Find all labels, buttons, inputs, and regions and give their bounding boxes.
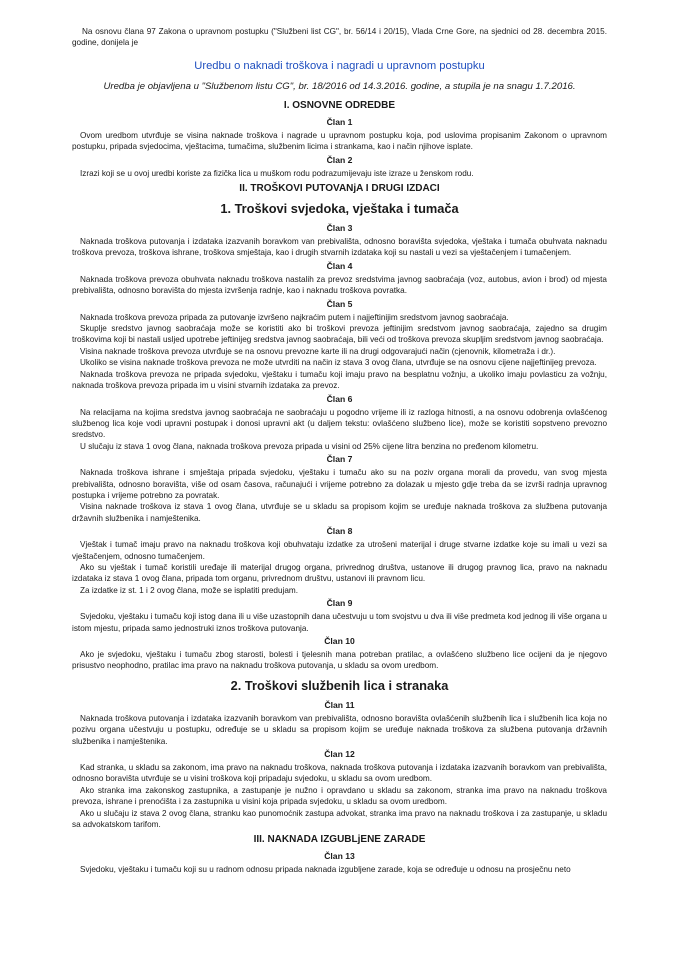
part-2-heading: II. TROŠKOVI PUTOVANjA I DRUGI IZDACI	[239, 183, 440, 195]
article-6-paragraph-1: Na relacijama na kojima sredstva javnog saobraćaja ne saobraćaju u pogodno vrijeme ili iz razloga hitnosti, a na osnovu odobrenja ovlašćenog službenog lica koje vodi upravni postupak i donosi upravni akt (u daljem tekstu: ovlašćeno službeno lice), može se koristiti sopstveno prevozno sredstvo.	[72, 407, 607, 440]
chapter-1-heading: 1. Troškovi svjedoka, vještaka i tumača	[220, 201, 459, 217]
article-13-label: Član 13	[324, 851, 355, 862]
article-4-paragraph-1: Naknada troškova prevoza obuhvata naknadu troškova nastalih za prevoz sredstvima javnog saobraćaja (voz, autobus, avion i brod) od mjesta prebivališta, odnosno boravišta do mjesta izvršenja radnje, kao i naknadu troškova povratka.	[72, 274, 607, 296]
publication-note: Uredba je objavljena u "Službenom listu CG", br. 18/2016 od 14.3.2016. godine, a stupila je na snagu 1.7.2016.	[103, 80, 576, 92]
article-5-paragraph-3: Visina naknade troškova prevoza utvrđuje se na osnovu prevozne karte ili na drugi odgovarajući način (cjenovnik, kilometraža i dr.).	[80, 346, 556, 356]
article-5-label: Član 5	[326, 298, 353, 309]
article-4-label: Član 4	[326, 260, 353, 271]
article-7-label: Član 7	[326, 454, 353, 465]
article-5-paragraph-2: Skuplje sredstvo javnog saobraćaja može se koristiti ako bi troškovi prevoza jeftinijim sredstvom javnog saobraćaja, zajedno sa drugim troškovima koji bi nastali usljed upotrebe jeftinijeg sredstva javnog saobraćaja, bili veći od troškova prevoza skupljim sredstvom javnog saobraćaja.	[72, 324, 607, 345]
article-5-paragraph-5: Naknada troškova prevoza ne pripada svjedoku, vještaku i tumaču koji imaju pravo na besplatnu vožnju, a ukoliko imaju povlasticu za vožnju, naknada troškova prevoza pripada im u visini stvarnih izdataka za prevoz.	[72, 369, 607, 391]
article-3-paragraph-1: Naknada troškova putovanja i izdataka izazvanih boravkom van prebivališta, odnosno boravišta svjedoka, vještaka i tumača obuhvata naknadu troškova prevoza, troškova ishrane, troškova smještaja, kao i drugih stvarnih izdataka koji su nastali u vezi sa vještačenjem i tumačenjem.	[72, 237, 607, 258]
article-6-paragraph-2: U slučaju iz stava 1 ovog člana, naknada troškova prevoza pripada u visini od 25% cijene litra benzina no pređenom kilometru.	[80, 441, 539, 451]
article-1-paragraph-1: Ovom uredbom utvrđuje se visina naknade troškova i nagrade u upravnom postupku koja, pod uslovima propisanim Zakonom o upravnom postupku, pripada svjedocima, vještacima, tumačima, službenim licima i strankama, kao i način njihove isplate.	[72, 130, 607, 152]
article-1-label: Član 1	[326, 116, 353, 127]
part-1-heading: I. OSNOVNE ODREDBE	[283, 99, 396, 111]
article-11-label: Član 11	[324, 699, 355, 710]
article-3-label: Član 3	[326, 223, 353, 234]
article-8-label: Član 8	[326, 526, 353, 537]
article-10-label: Član 10	[324, 636, 355, 646]
article-13-paragraph-1: Svjedoku, vještaku i tumaču koji su u radnom odnosu pripada naknada izgubljene zarade, koja se određuje u odnosu na prosječnu neto	[80, 865, 571, 875]
part-3-heading: III. NAKNADA IZGUBLjENE ZARADE	[253, 834, 426, 846]
intro-paragraph: Na osnovu člana 97 Zakona o upravnom postupku ("Službeni list CG", br. 56/14 i 20/15), Vlada Crne Gore, na sjednici od 28. decembra 2015. godine, donijela je	[72, 27, 607, 48]
article-10-paragraph-1: Ako je svjedoku, vještaku i tumaču zbog starosti, bolesti i tjelesnih mana potreban pratilac, a ovlašćeno službeno lice ocijeni da je njegovo prisustvo neophodno, pratilac ima pravo na naknadu troškova putovanja, u skladu sa ovom uredbom.	[72, 650, 607, 671]
article-8-paragraph-3: Za izdatke iz st. 1 i 2 ovog člana, može se isplatiti predujam.	[80, 585, 298, 595]
article-9-paragraph-1: Svjedoku, vještaku i tumaču koji istog dana ili u više uzastopnih dana učestvuju u tom svojstvu u dva ili više predmeta kod jednog ili više organa u istom mjestu, pripada samo jednostruki iznos troškova putovanja.	[72, 612, 607, 633]
article-12-label: Član 12	[324, 749, 355, 760]
document-title: Uredbu o naknadi troškova i nagradi u upravnom postupku	[194, 59, 485, 72]
article-9-label: Član 9	[326, 598, 353, 609]
article-12-paragraph-1: Kad stranka, u skladu sa zakonom, ima pravo na naknadu troškova, naknada troškova putovanja i izdataka izazvanih boravkom van prebivališta, odnosno boravišta utvrđuje se u visini troškova koji pripadaju svjedoku, u skladu sa ovom uredbom.	[72, 763, 607, 784]
article-8-paragraph-1: Vještak i tumač imaju pravo na naknadu troškova koji obuhvataju izdatke za utrošeni materijal i druge stvarne izdatke koje su imali u vezi sa vještačenjem, odnosno tumačenjem.	[72, 540, 607, 561]
article-11-paragraph-1: Naknada troškova putovanja i izdataka izazvanih boravkom van prebivališta, odnosno boravišta ovlašćenih službenih lica i službenih lica koja no pozivu organa učestvuju u postupku, određuje se u skladu sa propisom kojim se uređuje naknada troškova za službena putovanja državnih službenika i namještenika.	[72, 713, 607, 746]
article-7-paragraph-1: Naknada troškova ishrane i smještaja pripada svjedoku, vještaku i tumaču ako su na poziv organa morali da provedu, van svog mjesta prebivališta, odnosno boravišta, više od osam časova, računajući i vrijeme potrebno za dolazak u mjesto gdje treba da se izvrši radnja upravnog postupka i vrijeme potrebno za povratak.	[72, 468, 607, 500]
article-5-paragraph-1: Naknada troškova prevoza pripada za putovanje izvršeno najkraćim putem i najjeftinijim sredstvom javnog saobraćaja.	[80, 312, 509, 322]
article-8-paragraph-2: Ako su vještak i tumač koristili uređaje ili materijal drugog organa, privrednog društva, ustanove ili drugog pravnog lica, pravo na naknadu izdataka iz stava 1 ovog člana, pripada tom organu, privrednom društvu, ustanovi ili pravnom licu.	[72, 562, 607, 584]
article-2-label: Član 2	[326, 154, 353, 165]
article-12-paragraph-2: Ako stranka ima zakonskog zastupnika, a zastupanje je nužno i opravdano u skladu sa zakonom, stranka ima pravo na naknadu troškova prevoza, ishrane i prenoćišta i za zastupnika u visini koja pripada svjedoku, u skladu sa ovom uredbom.	[72, 785, 607, 807]
article-6-label: Član 6	[326, 393, 353, 404]
article-5-paragraph-4: Ukoliko se visina naknade troškova prevoza ne može utvrditi na način iz stava 3 ovog člana, utvrđuje se na osnovu cijene najjeftinijeg prevoza.	[80, 358, 597, 368]
article-12-paragraph-3: Ako u slučaju iz stava 2 ovog člana, stranku kao punomoćnik zastupa advokat, stranka ima pravo na naknadu troškova i za zastupanje, u skladu sa advokatskom tarifom.	[72, 808, 607, 830]
article-2-paragraph-1: Izrazi koji se u ovoj uredbi koriste za fizička lica u muškom rodu podrazumijevaju iste izraze u ženskom rodu.	[80, 168, 474, 178]
article-7-paragraph-2: Visina naknade troškova iz stava 1 ovog člana, utvrđuje se u skladu sa propisom kojim se uređuje naknada troškova za službena putovanja državnih službenika i namještenika.	[72, 502, 607, 523]
chapter-2-heading: 2. Troškovi službenih lica i stranaka	[230, 677, 449, 693]
